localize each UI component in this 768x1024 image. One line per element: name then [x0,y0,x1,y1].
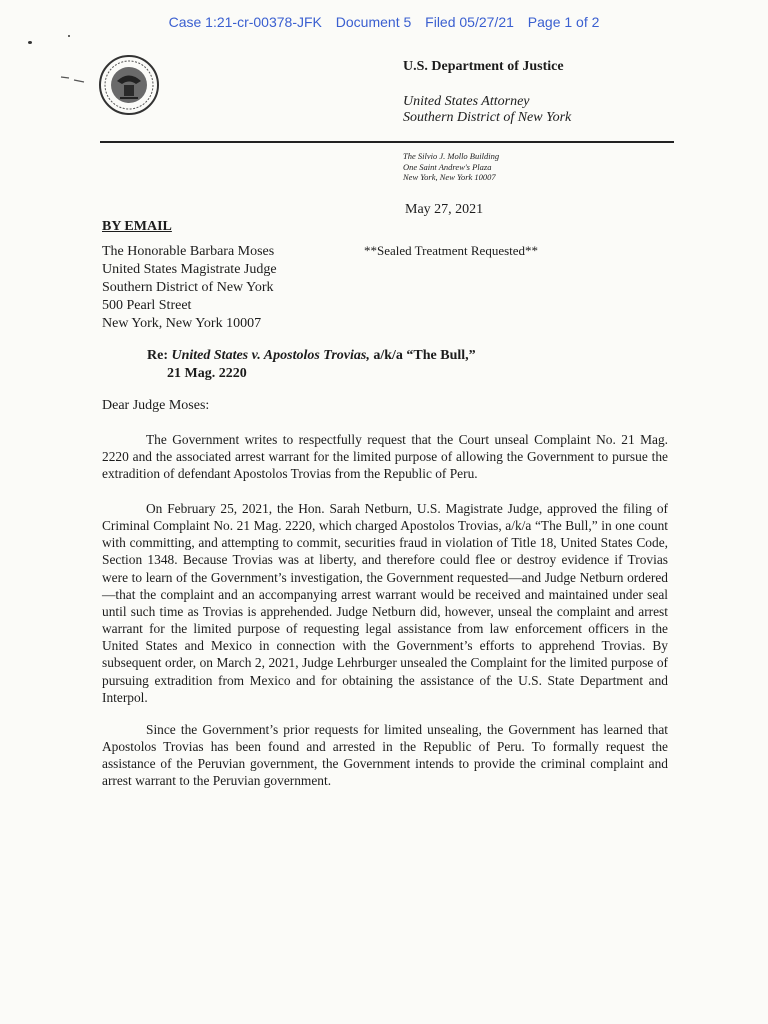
addressee-line: The Honorable Barbara Moses [102,244,275,259]
letterhead-divider [100,141,674,143]
scan-speck [28,41,32,44]
letter-date: May 27, 2021 [405,202,484,217]
document-number: Document 5 [335,14,412,30]
salutation: Dear Judge Moses: [102,398,210,413]
addressee-line: New York, New York 10007 [102,316,262,331]
body-paragraph: The Government writes to respectfully request that the Court unseal Complaint No. 21 Mag. 2220 and the associated arrest warrant for the limited purpose of allowing the Government to pursue the extradition of defendant Apostolos Trovias from the Republic of Peru. [102,432,668,482]
ecf-filing-header [0,14,768,30]
defendant-alias: a/k/a “The Bull,” [373,348,476,363]
addressee-block [102,243,277,333]
delivery-method: BY EMAIL [102,219,172,234]
addressee-line: 500 Pearl Street [102,298,192,313]
page-number: Page 1 of 2 [527,14,600,30]
seal-smudge [60,70,90,78]
case-name: United States v. Apostolos Trovias, [171,348,370,363]
address-line: One Saint Andrew's Plaza [403,161,492,172]
department-name: U.S. Department of Justice [403,59,564,74]
office-address [403,151,499,183]
re-prefix: Re: [147,348,168,363]
address-line: The Silvio J. Mollo Building [403,151,500,161]
scan-speck [68,35,70,37]
doj-seal-icon [98,54,160,116]
office-district: Southern District of New York [403,110,572,125]
re-line [147,347,476,383]
body-paragraph: Since the Government’s prior requests for limited unsealing, the Government has learned that Apostolos Trovias has been found and arrested in the Republic of Peru. To formally request the assistance of the Peruvian government, the Government intends to provide the criminal complaint and arrest warrant to the Peruvian government. [102,722,668,789]
sealed-treatment-note: **Sealed Treatment Requested** [364,243,539,258]
body-paragraph: On February 25, 2021, the Hon. Sarah Netburn, U.S. Magistrate Judge, approved the filing of Criminal Complaint No. 21 Mag. 2220, which charged Apostolos Trovias, a/k/a “The Bull,” in one count with committing, and attempting to commit, securities fraud in violation of Title 18, United States Code, Section 1348. Because Trovias was at liberty, and therefore could flee or destroy evidence if Trovias were to learn of the Government’s investigation, the Government requested—and Judge Netburn ordered—that the complaint and an accompanying arrest warrant would be received and maintained under seal until such time as Trovias is apprehended. Judge Netburn did, however, unseal the complaint and arrest warrant for the limited purpose of requesting legal assistance from law enforcement officers in the United States and Mexico in connection with the Government’s efforts to apprehend Trovias. By subsequent order, on March 2, 2021, Judge Lehrburger unsealed the Complaint for the limited purpose of pursuing extradition from Mexico and for obtaining the assistance of the U.S. State Department and Interpol. [102,501,668,705]
addressee-line: United States Magistrate Judge [102,262,277,277]
address-line: New York, New York 10007 [403,172,496,182]
case-number: Case 1:21-cr-00378-JFK [168,14,322,30]
office-title: United States Attorney [403,94,530,109]
filed-date: Filed 05/27/21 [425,14,514,30]
addressee-line: Southern District of New York [102,280,274,295]
magistrate-number: 21 Mag. 2220 [167,366,247,381]
